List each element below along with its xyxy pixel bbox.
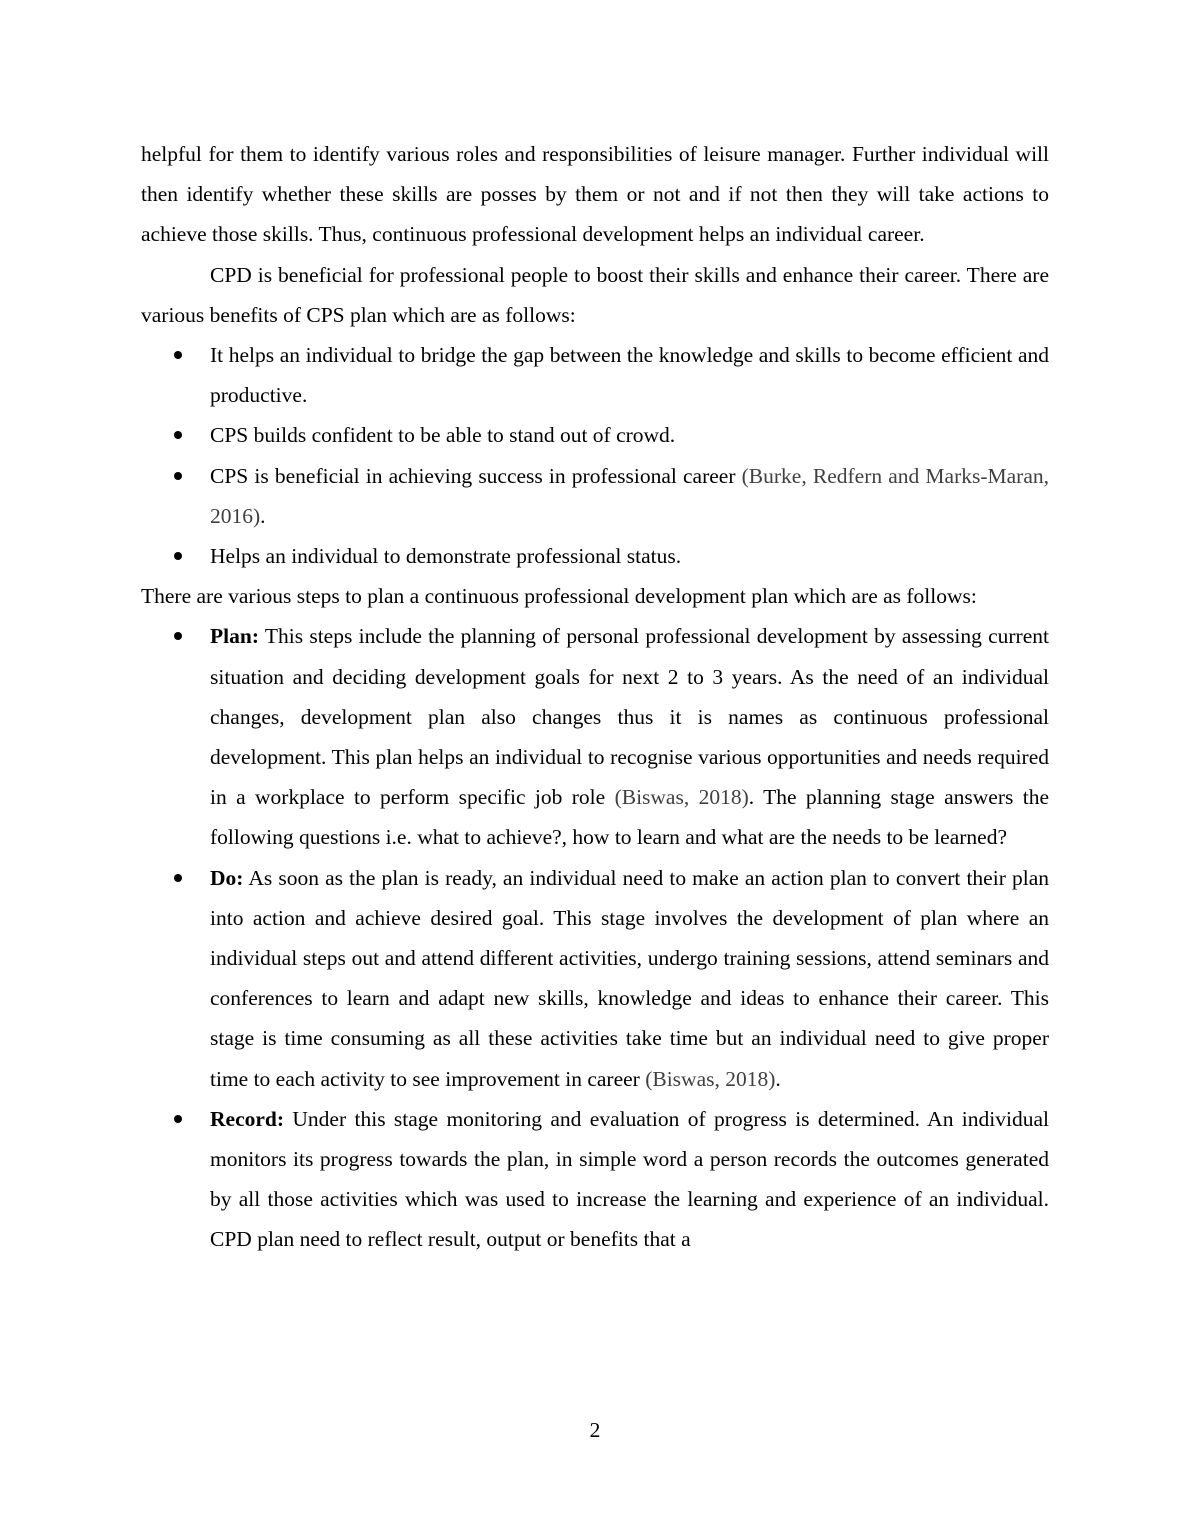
step-term: Do:: [210, 865, 244, 890]
bullet-icon: [174, 632, 182, 640]
bullet-icon: [174, 1115, 182, 1123]
step-item-do: [210, 858, 1049, 1099]
bullet-icon: [174, 431, 182, 439]
intro-paragraph: helpful for them to identify various roles and responsibilities of leisure manager. Further individual will then identify whether these skills are posses by them or not and if not then they will take actions to achieve those skills. Thus, continuous professional development helps an individual career.: [141, 142, 1049, 247]
page-number: 2: [589, 1418, 601, 1442]
bullet-icon: [174, 351, 182, 359]
benefit-text-tail: .: [260, 503, 266, 528]
citation: (Biswas, 2018): [614, 785, 749, 810]
bullet-icon: [174, 472, 182, 480]
steps-list: [141, 616, 1049, 1259]
step-text-after: . The planning stage answers the following questions i.e. what to achieve?, how to learn and what are the needs to be learned?: [210, 785, 1050, 850]
benefit-text: CPS builds confident to be able to stand out of crowd.: [210, 423, 676, 448]
step-term: Record:: [210, 1106, 285, 1131]
steps-intro-paragraph: There are various steps to plan a continuous professional development plan which are as follows:: [141, 584, 977, 609]
benefit-item: [210, 335, 1049, 415]
step-text: As soon as the plan is ready, an individual need to make an action plan to convert their plan into action and achieve desired goal. This stage involves the development of plan where an individual steps out and attend different activities, undergo training sessions, attend seminars and conferences to learn and adapt new skills, knowledge and ideas to enhance their career. This stage is time consuming as all these activities take time but an individual need to give proper time to each activity to see improvement in career: [210, 865, 1049, 1091]
benefit-text: CPS is beneficial in achieving success in professional career: [210, 463, 742, 488]
benefits-intro-paragraph: CPD is beneficial for professional people to boost their skills and enhance their career. There are various benefits of CPS plan which are as follows:: [141, 262, 1049, 327]
step-text-after: .: [775, 1066, 781, 1091]
citation: (Burke, Redfern and Marks-Maran, 2016): [210, 463, 1049, 528]
benefit-item: [210, 415, 1049, 455]
step-item-record: [210, 1099, 1049, 1260]
bullet-icon: [174, 552, 182, 560]
benefit-text: It helps an individual to bridge the gap between the knowledge and skills to become efficient and productive.: [210, 343, 1049, 408]
benefits-list: [141, 335, 1049, 576]
bullet-icon: [174, 874, 182, 882]
step-item-plan: [210, 616, 1049, 857]
citation: (Biswas, 2018): [645, 1066, 776, 1091]
step-text: Under this stage monitoring and evaluation of progress is determined. An individual monitors its progress towards the plan, in simple word a person records the outcomes generated by all those activities which was used to increase the learning and experience of an individual. CPD plan need to reflect result, output or benefits that a: [210, 1106, 1049, 1252]
document-body: [141, 134, 1049, 1260]
benefit-item: [210, 536, 1049, 576]
benefit-text: Helps an individual to demonstrate professional status.: [210, 544, 682, 569]
benefit-item: [210, 456, 1049, 536]
step-text: This steps include the planning of personal professional development by assessing current situation and deciding development goals for next 2 to 3 years. As the need of an individual changes, development plan also changes thus it is names as continuous professional development. This plan helps an individual to recognise various opportunities and needs required in a workplace to perform specific job role: [210, 624, 1049, 810]
step-term: Plan:: [210, 624, 259, 649]
